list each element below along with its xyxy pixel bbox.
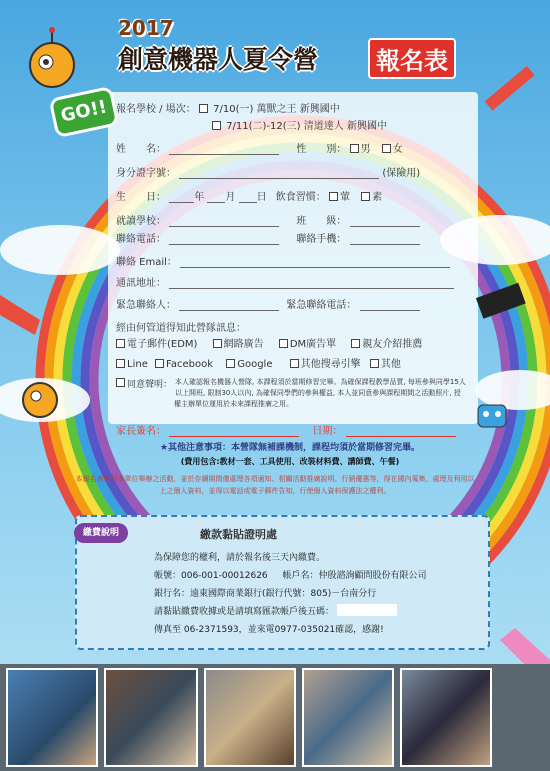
meat-label: 葷 — [339, 192, 350, 203]
photo-1 — [6, 668, 98, 767]
address-label: 通訊地址： — [116, 278, 166, 289]
female-checkbox[interactable] — [382, 144, 391, 153]
payment-bank: 銀行名：遠東國際商業銀行(銀行代號：805)－台南分行 — [154, 589, 377, 599]
channel-dm-label: DM廣告單 — [289, 339, 337, 350]
insurance-note: (保險用) — [382, 168, 421, 179]
payment-title: 繳款黏貼證明處 — [200, 528, 277, 541]
contact-phone-label: 緊急聯絡電話： — [286, 300, 357, 311]
channel-row-1 — [116, 335, 422, 350]
account-name: 帳戶名：仲殷諮詢顧問股份有限公司 — [282, 571, 427, 581]
email-field[interactable] — [180, 257, 450, 268]
photo-strip — [0, 664, 550, 771]
veg-checkbox[interactable] — [361, 192, 370, 201]
paint-brush-icon — [476, 283, 526, 319]
phone-field[interactable] — [169, 234, 279, 245]
channel-google-label: Google — [237, 359, 273, 370]
birth-year-field[interactable] — [169, 192, 194, 203]
birth-month-field[interactable] — [207, 192, 225, 203]
contact-field[interactable] — [179, 300, 279, 311]
channel-line-label: Line — [127, 359, 148, 370]
school-row-2 — [212, 117, 387, 132]
school-opt1-checkbox[interactable] — [199, 104, 208, 113]
school-opt2-checkbox[interactable] — [212, 121, 221, 130]
id-row — [116, 164, 420, 179]
class-field[interactable] — [350, 216, 420, 227]
title-main: 創意機器人夏令營 — [118, 45, 319, 74]
channel-google-checkbox[interactable] — [226, 359, 235, 368]
channel-other-checkbox[interactable] — [370, 359, 379, 368]
birth-day-field[interactable] — [239, 192, 257, 203]
school-opt2-label: 7/11(二)-12(三) 清道達人 新興國中 — [226, 121, 387, 132]
payment-line-1: 為保障您的權利，請於報名後三天內繳費。 — [154, 553, 326, 563]
day-label: 日 — [256, 192, 267, 203]
channel-web-ad-checkbox[interactable] — [213, 339, 222, 348]
channel-line-checkbox[interactable] — [116, 359, 125, 368]
school-row — [116, 100, 340, 115]
date-field[interactable] — [346, 426, 456, 437]
notice-title: ★其他注意事項：本營隊無補課機制，課程均須於當期修習完畢。 — [159, 443, 421, 453]
robot-mid-left-icon — [23, 383, 57, 417]
account-number: 帳號：006-001-00012626 — [154, 571, 268, 581]
hand-left-icon — [0, 295, 40, 335]
phone-label: 聯絡電話： — [116, 234, 166, 245]
year-label: 年 — [194, 192, 205, 203]
contact-label: 緊急聯絡人： — [116, 300, 176, 311]
channel-friend-checkbox[interactable] — [351, 339, 360, 348]
signature-row — [116, 422, 456, 437]
school-opt1-label: 7/10(一) 萬獸之王 新興國中 — [213, 104, 340, 115]
email-row — [116, 253, 450, 268]
school2-field[interactable] — [169, 216, 279, 227]
channel-facebook-checkbox[interactable] — [155, 359, 164, 368]
paste-label: 請黏貼繳費收據或是請填寫匯款帳戶後五碼： — [154, 607, 335, 617]
channel-dm-checkbox[interactable] — [279, 339, 288, 348]
notice-fee: (費用包含:教材一套、工具使用、改裝材料費、講師費、午餐) — [180, 457, 400, 466]
channel-web-ad-label: 網路廣告 — [223, 339, 264, 350]
notice-block — [100, 440, 480, 467]
channel-friend-label: 親友介紹推薦 — [362, 339, 423, 350]
school-label: 報名學校 / 場次： — [116, 104, 196, 115]
id-field[interactable] — [179, 168, 379, 179]
consent-checkbox[interactable] — [116, 378, 125, 387]
meat-checkbox[interactable] — [329, 192, 338, 201]
title-block — [118, 16, 478, 86]
consent-row — [116, 377, 466, 410]
payment-paste-row — [154, 604, 397, 617]
veg-label: 素 — [372, 192, 383, 203]
channel-search-label: 其他搜尋引擎 — [300, 359, 361, 370]
photo-3 — [204, 668, 296, 767]
photo-5 — [400, 668, 492, 767]
contact-phone-field[interactable] — [360, 300, 420, 311]
robot-top-left-icon — [30, 27, 74, 87]
school2-row — [116, 212, 420, 227]
month-label: 月 — [225, 192, 236, 203]
channel-row-2 — [116, 355, 401, 370]
contact-row — [116, 296, 420, 311]
consent-text: 本人確認報名機器人營隊, 本課程須於當期修習完畢。為確保課程教學品質, 每班參與同學15人以上開班, 限制30人以內, 為確保同學們的參與權益, 本人並同意參與課程期間之活動照片, 授權主辦單位運用於未來課程推廣之用。 — [174, 378, 466, 408]
title-badge: 報名表 — [368, 38, 456, 79]
photo-2 — [104, 668, 198, 767]
payment-fax: 傳真至 06-2371593，並來電0977-035021確認，感謝! — [154, 625, 384, 635]
email-label: 聯絡 Email： — [116, 257, 177, 268]
name-label: 姓 名： — [116, 144, 166, 155]
channel-edm-checkbox[interactable] — [116, 339, 125, 348]
date-label: 日期： — [312, 426, 343, 437]
female-label: 女 — [392, 144, 403, 155]
photo-4 — [302, 668, 394, 767]
class-label: 班 級： — [296, 216, 347, 227]
account-last5-field[interactable] — [337, 604, 397, 616]
channel-facebook-label: Facebook — [166, 359, 214, 370]
privacy-note: 本報名表僅限本單位舉辦之活動，並於存續期間僅處理各項通知、相關活動推廣說明、行銷優惠等，得在國內蒐集、處理及利用以上之個人資料，並得以電話或電子郵件告知，行使個人資料保護法之權利。 — [75, 475, 475, 495]
parent-sign-label: 家長簽名： — [116, 426, 166, 437]
phone-row — [116, 230, 420, 245]
channel-edm-label: 電子郵件(EDM) — [127, 339, 198, 350]
channel-other-label: 其他 — [380, 359, 401, 370]
payment-tag: 繳費說明 — [74, 523, 128, 543]
birth-label: 生 日： — [116, 192, 166, 203]
name-row — [116, 140, 403, 155]
mobile-field[interactable] — [350, 234, 420, 245]
title-year: 2017 — [118, 16, 174, 40]
address-field[interactable] — [169, 278, 454, 289]
robot-right-icon — [478, 405, 506, 427]
parent-sign-field[interactable] — [169, 426, 299, 437]
gender-label: 性 別： — [296, 144, 347, 155]
name-field[interactable] — [169, 144, 279, 155]
diet-label: 飲食習慣： — [275, 192, 326, 203]
payment-account-row — [154, 568, 427, 581]
birth-row — [116, 188, 382, 203]
channel-search-checkbox[interactable] — [290, 359, 299, 368]
go-badge: GO!! — [49, 86, 120, 138]
school2-label: 就讀學校： — [116, 216, 166, 227]
male-checkbox[interactable] — [350, 144, 359, 153]
channel-heading: 經由何管道得知此營隊訊息： — [116, 323, 246, 334]
pencil-icon — [485, 66, 535, 111]
address-row — [116, 274, 454, 289]
id-label: 身分證字號： — [116, 168, 176, 179]
mobile-label: 聯絡手機： — [296, 234, 347, 245]
male-label: 男 — [360, 144, 371, 155]
consent-label: 同意聲明： — [127, 380, 173, 390]
